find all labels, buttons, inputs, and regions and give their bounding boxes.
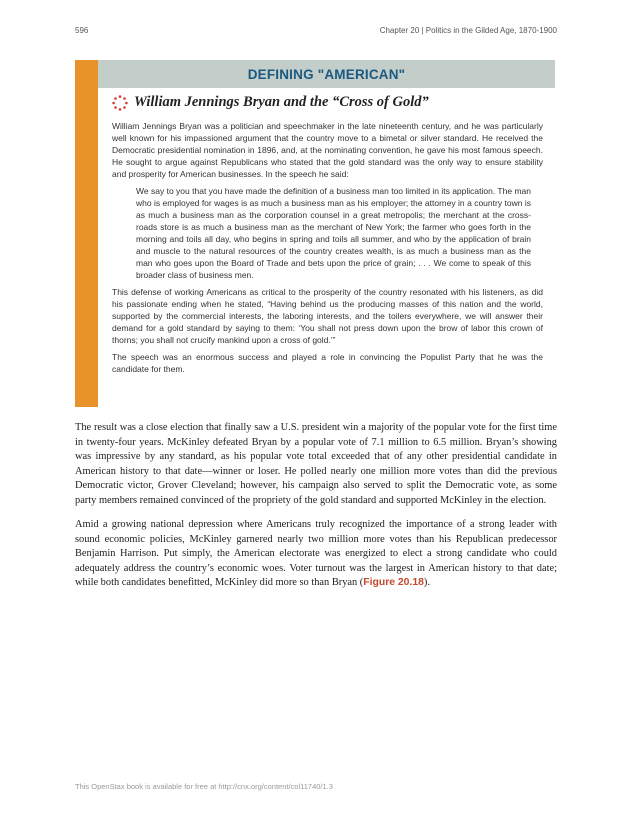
feature-paragraph-1: William Jennings Bryan was a politician and speechmaker in the late nineteenth century, and he was particularly well known for his impassioned argument that the country move to a bimetal or silver standard. He received the Democratic presidential nomination in 1896, and, at the nominating convention, he gave his most famous speech. He sought to argue against Republicans who stated that the gold standard was the only way to ensure stability and prosperity for American businesses. In the speech he said: [112,121,543,179]
body-paragraph-1: The result was a close election that finally saw a U.S. president win a majority of the popular vote for the first time in twenty-four years. McKinley defeated Bryan by a popular vote of 7.1 million to 6.5 million. Bryan’s showing was impressive by any standard, as his popular vote total exceeded that of any other presidential candidate in American history to that date—winner or loser. He polled nearly one million more votes than did the previous Democratic victor, Grover Cleveland; however, his campaign also served to split the Democratic vote, as some party members remained convinced of the propriety of the gold standard and supported McKinley in the election. [75,422,557,506]
footer-note: This OpenStax book is available for free at http://cnx.org/content/col11740/1.3 [75,782,333,791]
feature-title-text: William Jennings Bryan and the “Cross of Gold” [134,94,429,110]
body-paragraph-2-text: Amid a growing national depression where Americans truly recognized the importance of a strong leader with sound economic policies, McKinley garnered nearly two million more votes than his Republican predecessor Benjamin Harrison. Put simply, the American electorate was energized to elect a strong candidate who could adequately address the country’s economic woes. Voter turnout was the largest in American history to that date; while both candidates benefitted, McKinley did more so than Bryan ( [75,519,557,588]
feature-content [98,88,555,380]
feature-label: DEFINING "AMERICAN" [98,60,555,88]
page-number: 596 [75,26,89,35]
feature-quote: We say to you that you have made the definition of a business man too limited in its application. The man who is employed for wages is as much a business man as his employer; the attorney in a country town is as much a business man as the corporation counsel in a great metropolis; the merchant at the cross-roads store is as much a business man as the merchant of New York; the farmer who goes forth in the morning and toils all day, who begins in spring and toils all summer, and who by the application of brain and muscle to the natural resources of the country creates wealth, is as much a business man as the man who goes upon the Board of Trade and bets upon the price of grain; . . . We come to speak of this broader class of business men. [136,186,531,280]
body-paragraph-2-end: ). [423,577,430,588]
feature-paragraph-2: This defense of working Americans as critical to the prosperity of the country resonated with his listeners, as did his passionate ending when he stated, “Having behind us the producing masses of this nation and the world, supported by the commercial interests, the laboring interests, and the toilers everywhere, we will answer their demand for a gold standard by saying to them: ‘You shall not press down upon the brow of labor this crown of thorns; you shall not crucify mankind upon a cross of gold.’” [112,287,543,345]
accent-bar [75,60,98,407]
circle-stars-icon [112,95,128,111]
feature-paragraph-3: The speech was an enormous success and played a role in convincing the Populist Party that he was the candidate for them. [112,352,543,374]
body-paragraph-2 [75,518,557,591]
figure-link[interactable]: Figure 20.18 [363,577,424,588]
feature-box [75,60,555,407]
feature-box-main [98,60,555,407]
feature-title [112,94,543,111]
chapter-header: Chapter 20 | Politics in the Gilded Age, 1870-1900 [379,26,557,35]
